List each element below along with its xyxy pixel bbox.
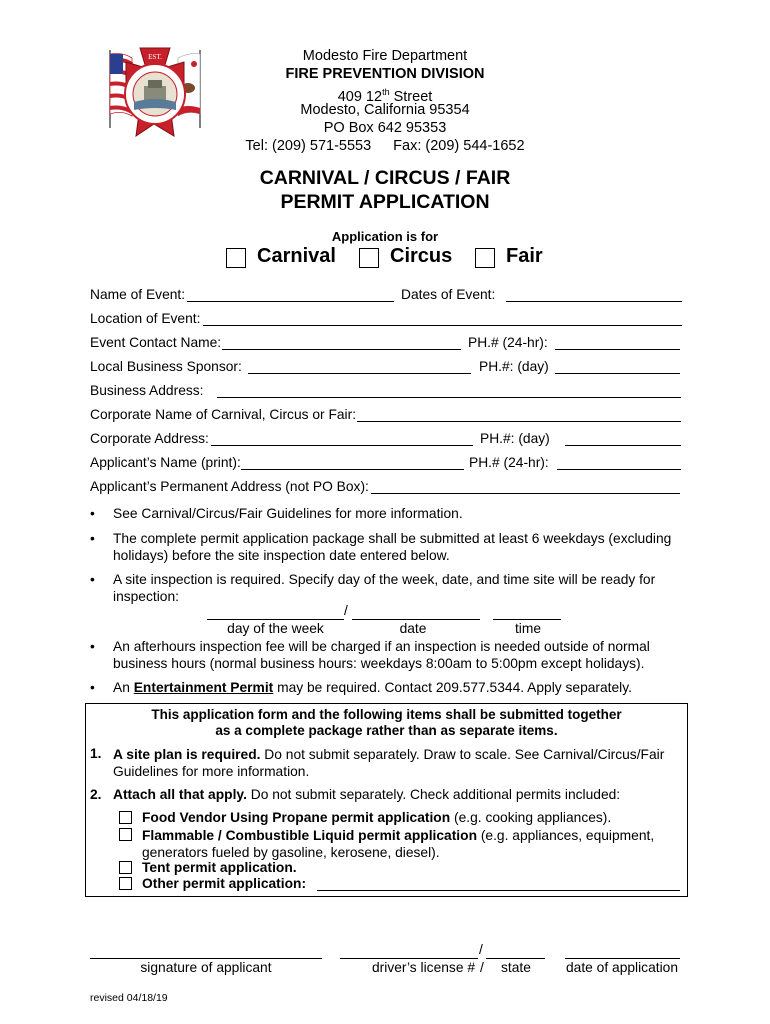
maltese-cross-icon bbox=[125, 48, 185, 136]
corporate-ph-day-field[interactable] bbox=[565, 445, 681, 446]
time-caption: time bbox=[514, 621, 542, 636]
other-permit-checkbox[interactable] bbox=[119, 877, 132, 890]
applicant-permanent-address-label: Applicant’s Permanent Address (not PO Box): bbox=[90, 479, 369, 494]
corporate-name-label: Corporate Name of Carnival, Circus or Fair: bbox=[90, 407, 357, 422]
business-address-label: Business Address: bbox=[90, 383, 204, 398]
box-header-line2: as a complete package rather than as separate items. bbox=[215, 723, 558, 738]
location-of-event-label: Location of Event: bbox=[90, 311, 201, 326]
tent-permit-checkbox[interactable] bbox=[119, 861, 132, 874]
food-vendor-label: Food Vendor Using Propane permit application (e.g. cooking appliances). bbox=[142, 810, 612, 825]
applicant-ph-24hr-label: PH.# (24-hr): bbox=[469, 455, 549, 470]
application-for-label: Application is for bbox=[331, 229, 439, 244]
entertainment-permit-link[interactable]: Entertainment Permit bbox=[133, 680, 274, 695]
applicant-name-field[interactable] bbox=[241, 469, 464, 470]
date-of-application-field[interactable] bbox=[565, 958, 680, 959]
name-of-event-label: Name of Event: bbox=[90, 287, 186, 302]
applicant-permanent-address-field[interactable] bbox=[371, 493, 680, 494]
circus-checkbox[interactable] bbox=[359, 248, 379, 268]
tel-text: Tel: (209) 571-5553 bbox=[245, 138, 372, 154]
fax-text: Fax: (209) 544-1652 bbox=[393, 138, 525, 154]
address-line: 409 12th Street bbox=[337, 87, 433, 105]
seal-est-text: EST. bbox=[148, 53, 162, 61]
tent-permit-label: Tent permit application. bbox=[142, 860, 297, 875]
bullet-afterhours-fee: • An afterhours inspection fee will be charged if an inspection is needed outside of normal business hours (normal business hours: weekdays 8:00am to 5:00pm except holidays). bbox=[90, 639, 650, 671]
item1-text: A site plan is required. Do not submit separately. Draw to scale. See Carnival/Circus/Fair Guidelines for more information. bbox=[113, 747, 665, 779]
bullet-entertainment-permit: • An Entertainment Permit may be required. Contact 209.577.5344. Apply separately. bbox=[90, 680, 632, 695]
signature-caption: signature of applicant bbox=[140, 960, 272, 975]
form-title-line2: PERMIT APPLICATION bbox=[280, 191, 490, 213]
contact-line bbox=[200, 137, 570, 155]
form-title-line1: CARNIVAL / CIRCUS / FAIR bbox=[259, 167, 511, 189]
box-header bbox=[85, 707, 688, 739]
applicant-name-label: Applicant’s Name (print): bbox=[90, 455, 241, 470]
local-business-sponsor-field[interactable] bbox=[248, 373, 471, 374]
drivers-license-caption: driver’s license # bbox=[371, 960, 475, 975]
seal-year-text: 1875 bbox=[148, 133, 162, 141]
business-address-field[interactable] bbox=[217, 397, 681, 398]
food-vendor-checkbox[interactable] bbox=[119, 811, 132, 824]
fire-dept-seal-logo bbox=[88, 44, 218, 152]
item1-number: 1. bbox=[90, 746, 102, 761]
division-name: FIRE PREVENTION DIVISION bbox=[285, 66, 485, 82]
corporate-name-field[interactable] bbox=[357, 421, 681, 422]
license-slash: / bbox=[479, 942, 483, 957]
city-line: Modesto, California 95354 bbox=[300, 102, 470, 118]
corporate-address-label: Corporate Address: bbox=[90, 431, 209, 446]
dept-name: Modesto Fire Department bbox=[302, 48, 468, 64]
date-of-application-caption: date of application bbox=[566, 960, 678, 975]
contact-ph-24hr-field[interactable] bbox=[555, 349, 680, 350]
carnival-label: Carnival bbox=[257, 245, 336, 267]
state-caption: state bbox=[501, 960, 531, 975]
dates-of-event-field[interactable] bbox=[506, 301, 682, 302]
other-permit-label: Other permit application: bbox=[142, 876, 307, 891]
contact-ph-24hr-label: PH.# (24-hr): bbox=[468, 335, 548, 350]
fair-label: Fair bbox=[506, 245, 543, 267]
corporate-address-field[interactable] bbox=[211, 445, 473, 446]
flammable-liquid-checkbox[interactable] bbox=[119, 828, 132, 841]
event-contact-name-field[interactable] bbox=[222, 349, 461, 350]
location-of-event-field[interactable] bbox=[203, 325, 682, 326]
flammable-liquid-label: Flammable / Combustible Liquid permit application (e.g. appliances, equipment, generators fueled by gasoline, kerosene, diesel). bbox=[142, 828, 655, 860]
revision-date: revised 04/18/19 bbox=[90, 992, 168, 1004]
carnival-checkbox[interactable] bbox=[226, 248, 246, 268]
sponsor-ph-day-field[interactable] bbox=[555, 373, 680, 374]
fair-checkbox[interactable] bbox=[475, 248, 495, 268]
pobox-line: PO Box 642 95353 bbox=[323, 120, 447, 136]
license-state-field[interactable] bbox=[486, 958, 545, 959]
bullet-site-inspection: • A site inspection is required. Specify day of the week, date, and time site will be ready for inspection: bbox=[90, 572, 656, 604]
bullet-submission-deadline: • The complete permit application package shall be submitted at least 6 weekdays (excluding holidays) before the site inspection date entered below. bbox=[90, 531, 672, 563]
item2-text: Attach all that apply. Do not submit separately. Check additional permits included: bbox=[113, 787, 621, 802]
event-contact-name-label: Event Contact Name: bbox=[90, 335, 222, 350]
circus-label: Circus bbox=[390, 245, 453, 267]
other-permit-field[interactable] bbox=[317, 890, 680, 891]
inspection-day-field[interactable] bbox=[207, 619, 344, 620]
local-business-sponsor-label: Local Business Sponsor: bbox=[90, 359, 242, 374]
item2-number: 2. bbox=[90, 787, 102, 802]
dates-of-event-label: Dates of Event: bbox=[401, 287, 496, 302]
day-of-week-caption: day of the week bbox=[227, 621, 324, 636]
date-caption: date bbox=[399, 621, 427, 636]
bullet-guidelines: • See Carnival/Circus/Fair Guidelines for more information. bbox=[90, 506, 463, 521]
signature-field[interactable] bbox=[90, 958, 322, 959]
name-of-event-field[interactable] bbox=[187, 301, 394, 302]
applicant-ph-24hr-field[interactable] bbox=[557, 469, 681, 470]
box-header-line1: This application form and the following items shall be submitted together bbox=[151, 707, 622, 722]
dl-state-slash: / bbox=[480, 960, 484, 975]
sponsor-ph-day-label: PH.#: (day) bbox=[479, 359, 549, 374]
inspection-slash: / bbox=[344, 603, 348, 618]
corporate-ph-day-label: PH.#: (day) bbox=[480, 431, 550, 446]
inspection-date-field[interactable] bbox=[352, 619, 480, 620]
drivers-license-field[interactable] bbox=[340, 958, 478, 959]
inspection-time-field[interactable] bbox=[493, 619, 561, 620]
